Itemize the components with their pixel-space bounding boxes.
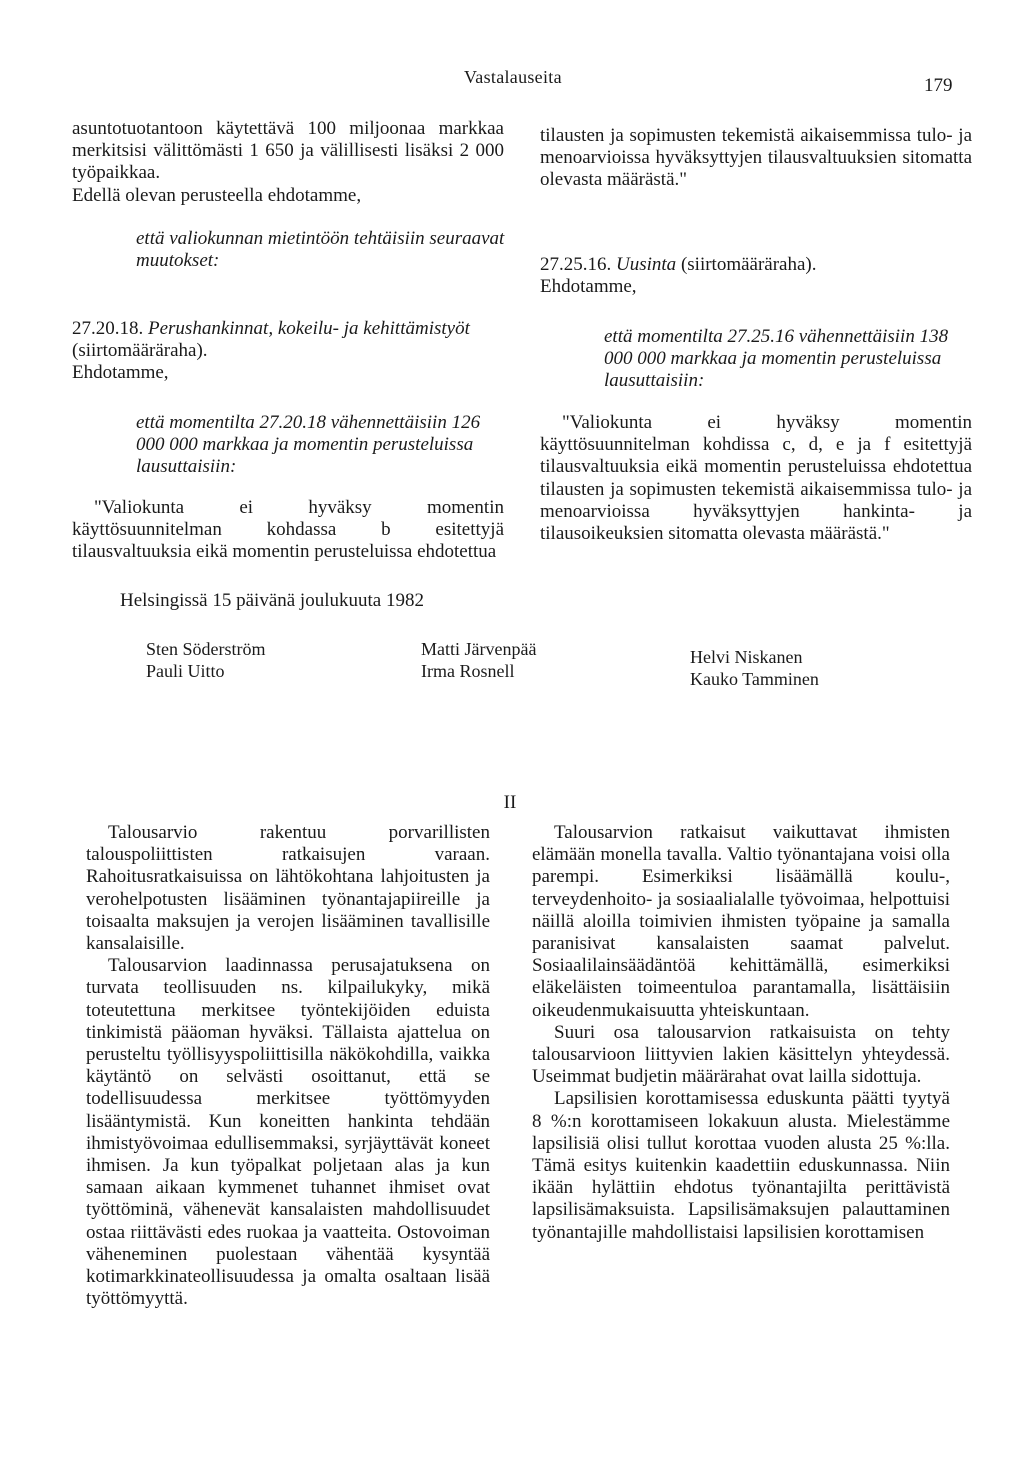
signatory: Kauko Tamminen [690, 669, 819, 689]
item-proposal: Ehdotamme, [72, 362, 169, 384]
item-number: 27.25.16. [540, 254, 612, 275]
budget-item-27-20-18 [72, 318, 504, 385]
paragraph: Lapsilisien korottamisessa eduskunta päätti tyytyä 8 %:n korottamiseen lokakuun alusta. Mielestämme lapsilisiä olisi tullut korottaa vuoden alusta 25 %:lla. Tämä esitys kuitenkin kaadettiin eduskunnassa. Niin ikään hylättiin ehdotus työnantajilta perittävistä lapsilisämaksuista. Lapsilisämaksujen palauttaminen työnantajille mahdollistaisi lapsilisien korottamisen [532, 1088, 950, 1243]
quote-text: "Valiokunta ei hyväksy momentin käyttösuunnitelman kohdissa c, d, e ja f esitettyjä tilausvaltuuksia eikä momentin perusteluissa ehdotettua tilausten ja sopimusten tekemistä aikaisemmissa tulo- ja menoarvioissa hyväksyttyjen hankinta- ja tilausoikeuksien sitomatta olevasta määrästä." [540, 412, 972, 545]
committee-quote [72, 497, 504, 564]
item-title: Perushankinnat, kokeilu- ja kehittämistyöt [148, 318, 470, 339]
upper-right-column [540, 125, 972, 192]
section-two-left-column [86, 822, 490, 1310]
paragraph: Suuri osa talousarvion ratkaisuista on tehty talousarvioon liittyvien lakien käsittelyn yhteydessä. Useimmat budjetin määrärahat ovat lailla sidottuja. [532, 1021, 950, 1088]
signatory: Pauli Uitto [146, 661, 225, 681]
signature-column-2 [421, 638, 536, 682]
item-proposal: Ehdotamme, [540, 276, 637, 298]
dateline: Helsingissä 15 päivänä joulukuuta 1982 [120, 590, 424, 611]
signatory: Helvi Niskanen [690, 647, 803, 667]
proposal-italic: että momentilta 27.25.16 vähennettäisiin 138 000 000 markkaa ja momentin perusteluissa lausuttaisiin: [604, 326, 949, 392]
section-heading: II [503, 792, 517, 813]
section-two-right-column [532, 822, 950, 1244]
item-subtitle: (siirtomääräraha). [680, 254, 817, 275]
proposal-italic: että valiokunnan mietintöön tehtäisiin seuraavat muutokset: [136, 228, 505, 272]
page-number: 179 [924, 75, 953, 96]
item-subtitle: (siirtomääräraha). [72, 340, 208, 362]
item-title: Uusinta [616, 254, 677, 275]
paragraph: Edellä olevan perusteella ehdotamme, [72, 184, 362, 206]
running-header: Vastalauseita [464, 67, 562, 87]
proposal-italic: että momentilta 27.20.18 vähennettäisiin 126 000 000 markkaa ja momentin perusteluissa lausuttaisiin: [136, 412, 481, 478]
budget-item-27-25-16 [540, 254, 972, 298]
signature-column-3 [690, 646, 819, 690]
signatory: Matti Järvenpää [421, 639, 537, 659]
quote-continuation: tilausten ja sopimusten tekemistä aikaisemmissa tulo- ja menoarvioissa hyväksyttyjen tilausvaltuuksien sitomatta olevasta määrästä." [540, 125, 972, 191]
quote-text: "Valiokunta ei hyväksy momentin käyttösuunnitelman kohdassa b esitettyjä tilausvaltuuksia eikä momentin perusteluissa ehdotettua [72, 497, 504, 563]
paragraph: Talousarvio rakentuu porvarillisten talouspoliittisten ratkaisujen varaan. Rahoitusratkaisuissa on lähtökohtana lahjoitusten ja verohelpotusten lisääminen työnantajapiireille ja toisaalta maksujen ja verojen lisääminen tavallisille kansalaisille. [86, 822, 490, 955]
signatory: Sten Söderström [146, 639, 266, 659]
signatory: Irma Rosnell [421, 661, 515, 681]
item-number: 27.20.18. [72, 318, 144, 339]
paragraph: asuntotuotantoon käytettävä 100 miljoonaa markkaa merkitsisi välittömästi 1 650 ja välillisesti lisäksi 2 000 työpaikkaa. [72, 118, 504, 184]
signature-column-1 [146, 638, 266, 682]
upper-left-column [72, 118, 504, 207]
committee-quote [540, 412, 972, 545]
paragraph: Talousarvion laadinnassa perusajatuksena on turvata teollisuuden ns. kilpailukyky, mikä toteutettuna merkitsee työntekijöiden eduista tinkimistä pääoman hyväksi. Tällaista ajattelua on perusteltu työllisyyspoliittisilla näkökohdilla, vaikka käytäntö on selvästi osoittanut, että se todellisuudessa merkitsee työttömyyden lisääntymistä. Kun koneitten hankinta tehdään ihmistyövoimaa edullisemmaksi, syrjäyttävät koneet ihmisen. Ja kun työpalkat poljetaan alas ja kun samaan aikaan kymmenet tuhannet ihmiset ovat työttöminä, vähenevät kansalaisten mahdollisuudet ostaa riittävästi edes ruokaa ja vaatteita. Ostovoiman väheneminen puolestaan vähentää kysyntää kotimarkkinateollisuudessa ja omalta osaltaan lisää työttömyyttä. [86, 955, 490, 1310]
paragraph: Talousarvion ratkaisut vaikuttavat ihmisten elämään monella tavalla. Valtio työnantajana voisi olla parempi. Esimerkiksi lisäämällä koulu-, terveydenhoito- ja sosiaalialalle työvoimaa, helpottuisi näillä aloilla toimivien ihmisten työpaine ja samalla paranisivat kansalaisten saamat palvelut. Sosiaalilainsäädäntöä kehittämällä, esimerkiksi eläkeläisten toimeentuloa parantamalla, lisättäisiin oikeudenmukaisuutta yhteiskuntaan. [532, 822, 950, 1021]
